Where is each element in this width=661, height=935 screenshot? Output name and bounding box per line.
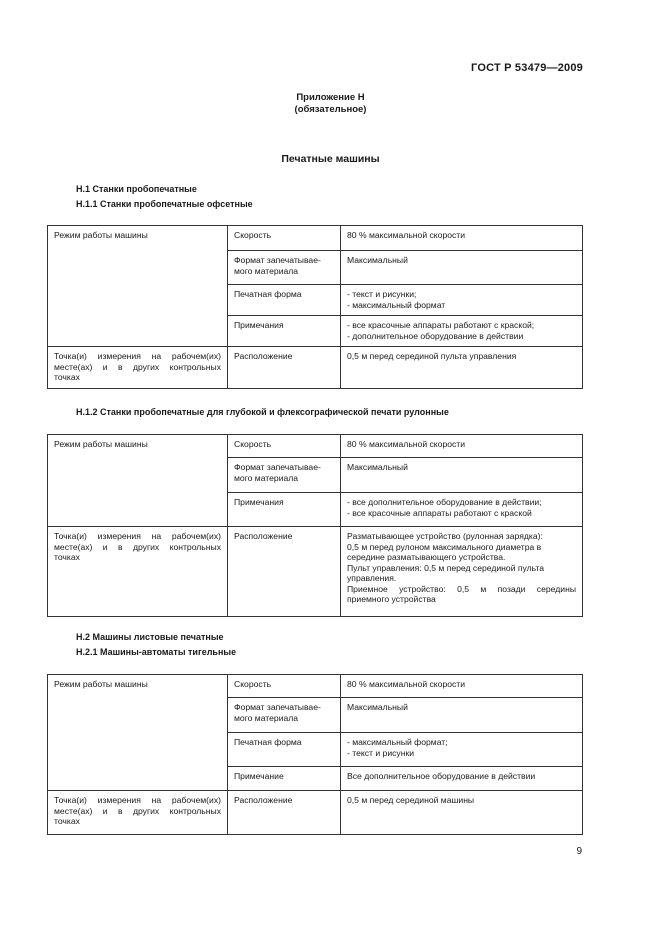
heading-h1: Н.1 Станки пробопечатные bbox=[76, 184, 197, 194]
location-label: Расположение bbox=[228, 347, 341, 389]
mode-cell bbox=[48, 675, 228, 791]
format-value: Максимальный bbox=[341, 698, 583, 733]
location-label: Расположение bbox=[228, 791, 341, 835]
table-row bbox=[48, 435, 583, 458]
table-row bbox=[48, 347, 583, 389]
table-row bbox=[48, 527, 583, 617]
notes-label: Примечания bbox=[228, 493, 341, 527]
table-row bbox=[48, 675, 583, 698]
speed-label: Скорость bbox=[228, 675, 341, 698]
notes-label: Примечания bbox=[228, 316, 341, 347]
mode-label: Режим работы машины bbox=[54, 679, 148, 689]
notes-value: - все красочные аппараты работают с краской; - дополнительное оборудование в действии bbox=[341, 316, 583, 347]
heading-h2: Н.2 Машины листовые печатные bbox=[76, 632, 224, 642]
point-label: Точка(и) измерения на рабочем(их) месте(ах) и в других контрольных точках bbox=[48, 527, 228, 617]
location-value: 0,5 м перед серединой пульта управления bbox=[341, 347, 583, 389]
annex-status: (обязательное) bbox=[294, 104, 367, 115]
document-code: ГОСТ Р 53479—2009 bbox=[471, 62, 583, 74]
note-label: Примечание bbox=[228, 767, 341, 791]
section-title: Печатные машины bbox=[281, 153, 380, 165]
speed-label: Скорость bbox=[228, 435, 341, 458]
table-offset-proof-presses bbox=[47, 225, 583, 389]
location-value: 0,5 м перед серединой машины bbox=[341, 791, 583, 835]
mode-label: Режим работы машины bbox=[54, 439, 148, 449]
speed-value: 80 % максимальной скорости bbox=[341, 435, 583, 458]
note-value: Все дополнительное оборудование в действии bbox=[341, 767, 583, 791]
annex-title: Приложение Н bbox=[296, 92, 365, 103]
format-label: Формат запечатывае- мого материала bbox=[228, 458, 341, 493]
mode-cell bbox=[48, 226, 228, 347]
speed-value: 80 % максимальной скорости bbox=[341, 226, 583, 251]
speed-label: Скорость bbox=[228, 226, 341, 251]
mode-label: Режим работы машины bbox=[54, 230, 148, 240]
point-label: Точка(и) измерения на рабочем(их) месте(ах) и в других контрольных точках bbox=[48, 791, 228, 835]
heading-h2-1: Н.2.1 Машины-автоматы тигельные bbox=[76, 647, 237, 657]
form-value: - максимальный формат; - текст и рисунки bbox=[341, 733, 583, 767]
point-label: Точка(и) измерения на рабочем(их) месте(ах) и в других контрольных точках bbox=[48, 347, 228, 389]
notes-value: - все дополнительное оборудование в действии; - все красочные аппараты работают с краской bbox=[341, 493, 583, 527]
location-label: Расположение bbox=[228, 527, 341, 617]
form-label: Печатная форма bbox=[228, 733, 341, 767]
annex-heading bbox=[0, 92, 661, 116]
format-label: Формат запечатывае- мого материала bbox=[228, 698, 341, 733]
table-row bbox=[48, 226, 583, 251]
location-value: Разматывающее устройство (рулонная зарядка): 0,5 м перед рулоном максимального диаметра в середине разматывающего устройства. Пульт управления: 0,5 м перед серединой пульта управления. Приемное устройство: 0,5 м позади середины приемного устройства bbox=[341, 527, 583, 617]
table-gravure-flexo-proof-presses bbox=[47, 434, 583, 617]
heading-h1-1: Н.1.1 Станки пробопечатные офсетные bbox=[76, 199, 253, 209]
format-label: Формат запечатывае- мого материала bbox=[228, 251, 341, 285]
page-number: 9 bbox=[576, 846, 582, 857]
format-value: Максимальный bbox=[341, 458, 583, 493]
speed-value: 80 % максимальной скорости bbox=[341, 675, 583, 698]
form-label: Печатная форма bbox=[228, 285, 341, 316]
heading-h1-2: Н.1.2 Станки пробопечатные для глубокой и флексографической печати рулонные bbox=[76, 407, 449, 417]
form-value: - текст и рисунки; - максимальный формат bbox=[341, 285, 583, 316]
mode-cell bbox=[48, 435, 228, 527]
format-value: Максимальный bbox=[341, 251, 583, 285]
table-platen-presses bbox=[47, 674, 583, 835]
table-row bbox=[48, 791, 583, 835]
